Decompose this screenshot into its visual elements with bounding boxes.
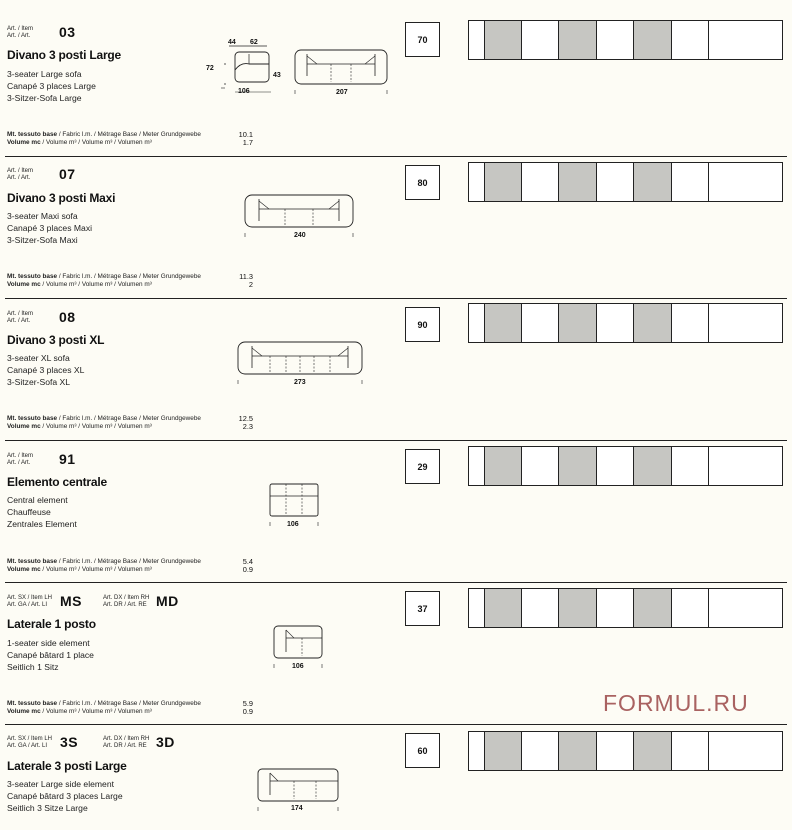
grid-cell: [597, 732, 634, 770]
art-label-left: Art. SX / Item LH Art. GA / Art. LI: [7, 595, 53, 608]
fabric-grid: [468, 20, 783, 60]
spec-fabric-value: 5.4: [242, 557, 253, 566]
spec-volume-label-rest: / Volume m³ / Volume m³ / Volumen m³: [40, 708, 152, 715]
grid-cell: [709, 589, 784, 627]
spec-volume-value: 2: [248, 280, 253, 289]
price-box: 90: [405, 307, 440, 342]
desc-fr: Canapé 3 places Large: [7, 80, 96, 91]
product-description: [7, 638, 94, 673]
spec-fabric-label-rest: / Fabric l.m. / Métrage Base / Meter Grundgewebe: [57, 273, 201, 280]
spec-volume-label: Volume mc: [7, 281, 41, 288]
grid-cell: [672, 304, 709, 342]
desc-en: 3-seater XL sofa: [7, 353, 70, 363]
spec-fabric-label-rest: / Fabric l.m. / Métrage Base / Meter Grundgewebe: [57, 700, 201, 707]
price-box: 29: [405, 449, 440, 484]
grid-cell: [634, 732, 672, 770]
spec-labels: [7, 558, 201, 574]
dim-front-width: 273: [294, 379, 306, 386]
product-description: [7, 69, 96, 104]
product-description: [7, 779, 123, 814]
grid-cell: [559, 304, 597, 342]
price-box: 37: [405, 591, 440, 626]
grid-cell: [559, 21, 597, 59]
spec-fabric-label: Mt. tessuto base: [7, 131, 58, 138]
grid-cell: [672, 21, 709, 59]
desc-de: 3-Sitzer-Sofa XL: [7, 376, 71, 387]
dim-height: 72: [206, 65, 214, 72]
desc-fr: Canapé bâtard 1 place: [7, 649, 94, 660]
desc-de: Zentrales Element: [7, 518, 77, 529]
grid-cell: [485, 447, 522, 485]
grid-cell: [469, 304, 485, 342]
product-title: Divano 3 posti Large: [7, 48, 122, 62]
spec-fabric-value: 5.9: [242, 699, 253, 708]
grid-cell: [485, 163, 522, 201]
product-row-3s-3d: [0, 725, 792, 830]
art-label-right: Art. DX / Item RH Art. DR / Art. RE: [103, 595, 150, 608]
product-description: [7, 353, 84, 388]
grid-cell: [485, 732, 522, 770]
spec-fabric-value: 11.3: [239, 272, 253, 281]
spec-fabric-label: Mt. tessuto base: [7, 415, 58, 422]
product-row-03: [0, 0, 792, 156]
grid-cell: [559, 163, 597, 201]
dim-depth-1: 44: [228, 39, 236, 46]
spec-volume-value: 2.3: [242, 422, 253, 431]
article-code-left: 3S: [60, 734, 79, 750]
desc-en: 1-seater side element: [7, 638, 90, 648]
grid-cell: [485, 589, 522, 627]
desc-en: 3-seater Maxi sofa: [7, 211, 78, 221]
dim-front-width: 174: [291, 805, 303, 812]
fabric-grid: [468, 162, 783, 202]
product-title: Elemento centrale: [7, 475, 107, 489]
desc-fr: Canapé 3 places XL: [7, 364, 85, 375]
grid-cell: [469, 589, 485, 627]
dim-seat: 43: [273, 72, 281, 79]
dim-depth-2: 62: [250, 39, 258, 46]
dim-front-width: 240: [294, 232, 306, 239]
grid-cell: [709, 21, 784, 59]
art-label-right: Art. DX / Item RH Art. DR / Art. RE: [103, 736, 150, 749]
spec-labels: [7, 415, 201, 431]
desc-de: Seitlich 1 Sitz: [7, 661, 59, 672]
grid-cell: [709, 447, 784, 485]
grid-cell: [559, 447, 597, 485]
spec-fabric-label-rest: / Fabric l.m. / Métrage Base / Meter Grundgewebe: [57, 415, 201, 422]
spec-fabric-value: 10.1: [238, 130, 253, 139]
spec-fabric-label-rest: / Fabric l.m. / Métrage Base / Meter Grundgewebe: [57, 558, 201, 565]
product-description: [7, 495, 77, 530]
spec-labels: [7, 700, 201, 716]
article-code-right: 3D: [156, 734, 175, 750]
grid-cell: [634, 589, 672, 627]
desc-fr: Canapé bâtard 3 places Large: [7, 790, 123, 801]
grid-cell: [522, 589, 559, 627]
product-row-07: [0, 157, 792, 299]
dim-front-width: 207: [336, 89, 348, 96]
art-label: Art. / Item Art. / Art.: [7, 453, 34, 466]
grid-cell: [469, 21, 485, 59]
dim-front-width: 106: [287, 521, 299, 528]
grid-cell: [469, 447, 485, 485]
spec-fabric-value: 12.5: [238, 414, 253, 423]
spec-labels: [7, 131, 201, 147]
spec-fabric-label-rest: / Fabric l.m. / Métrage Base / Meter Grundgewebe: [57, 131, 201, 138]
watermark: FORMUL.RU: [603, 690, 749, 716]
desc-fr: Canapé 3 places Maxi: [7, 222, 93, 233]
spec-volume-label: Volume mc: [7, 708, 41, 715]
fabric-grid: [468, 588, 783, 628]
grid-cell: [485, 21, 522, 59]
desc-en: 3-seater Large side element: [7, 779, 115, 789]
art-label: Art. / Item Art. / Art.: [7, 311, 34, 324]
spec-volume-label-rest: / Volume m³ / Volume m³ / Volumen m³: [40, 281, 152, 288]
grid-cell: [634, 163, 672, 201]
grid-cell: [597, 447, 634, 485]
fabric-grid: [468, 446, 783, 486]
grid-cell: [522, 21, 559, 59]
price-box: 70: [405, 22, 440, 57]
grid-cell: [469, 163, 485, 201]
grid-cell: [597, 163, 634, 201]
spec-fabric-label: Mt. tessuto base: [7, 273, 58, 280]
spec-fabric-label: Mt. tessuto base: [7, 558, 58, 565]
desc-en: 3-seater Large sofa: [7, 69, 82, 79]
grid-cell: [709, 304, 784, 342]
spec-fabric-label: Mt. tessuto base: [7, 700, 58, 707]
grid-cell: [597, 304, 634, 342]
grid-cell: [522, 447, 559, 485]
article-code: 08: [59, 309, 76, 325]
article-code: 91: [59, 451, 76, 467]
spec-volume-label: Volume mc: [7, 423, 41, 430]
grid-cell: [522, 304, 559, 342]
grid-cell: [559, 732, 597, 770]
desc-de: 3-Sitzer-Sofa Maxi: [7, 234, 78, 245]
grid-cell: [672, 589, 709, 627]
grid-cell: [672, 163, 709, 201]
grid-cell: [522, 732, 559, 770]
spec-volume-label-rest: / Volume m³ / Volume m³ / Volumen m³: [40, 566, 152, 573]
fabric-grid: [468, 303, 783, 343]
spec-volume-value: 0.9: [242, 707, 253, 716]
grid-cell: [597, 589, 634, 627]
spec-labels: [7, 273, 201, 289]
fabric-grid: [468, 731, 783, 771]
grid-cell: [672, 732, 709, 770]
spec-volume-value: 0.9: [242, 565, 253, 574]
article-code: 07: [59, 166, 76, 182]
spec-volume-label-rest: / Volume m³ / Volume m³ / Volumen m³: [40, 139, 152, 146]
grid-cell: [709, 163, 784, 201]
grid-cell: [559, 589, 597, 627]
grid-cell: [597, 21, 634, 59]
art-label: Art. / Item Art. / Art.: [7, 26, 34, 39]
dim-front-width: 106: [292, 663, 304, 670]
spec-volume-value: 1.7: [242, 138, 253, 147]
desc-de: Seitlich 3 Sitze Large: [7, 802, 88, 813]
grid-cell: [709, 732, 784, 770]
grid-cell: [672, 447, 709, 485]
spec-volume-label-rest: / Volume m³ / Volume m³ / Volumen m³: [40, 423, 152, 430]
price-box: 60: [405, 733, 440, 768]
grid-cell: [634, 304, 672, 342]
grid-cell: [485, 304, 522, 342]
desc-fr: Chauffeuse: [7, 506, 51, 517]
desc-de: 3-Sitzer-Sofa Large: [7, 92, 82, 103]
art-label-left: Art. SX / Item LH Art. GA / Art. LI: [7, 736, 53, 749]
article-code-right: MD: [156, 593, 179, 609]
art-label: Art. / Item Art. / Art.: [7, 168, 34, 181]
spec-volume-label: Volume mc: [7, 139, 41, 146]
desc-en: Central element: [7, 495, 68, 505]
product-title: Laterale 1 posto: [7, 617, 96, 631]
product-row-08: [0, 299, 792, 441]
grid-cell: [634, 21, 672, 59]
price-box: 80: [405, 165, 440, 200]
dim-side-width: 106: [238, 88, 250, 95]
grid-cell: [522, 163, 559, 201]
product-title: Laterale 3 posti Large: [7, 759, 127, 773]
grid-cell: [634, 447, 672, 485]
article-code: 03: [59, 24, 76, 40]
grid-cell: [469, 732, 485, 770]
product-description: [7, 211, 92, 246]
article-code-left: MS: [60, 593, 82, 609]
product-row-91: [0, 441, 792, 583]
product-title: Divano 3 posti Maxi: [7, 191, 116, 205]
product-title: Divano 3 posti XL: [7, 333, 105, 347]
spec-volume-label: Volume mc: [7, 566, 41, 573]
